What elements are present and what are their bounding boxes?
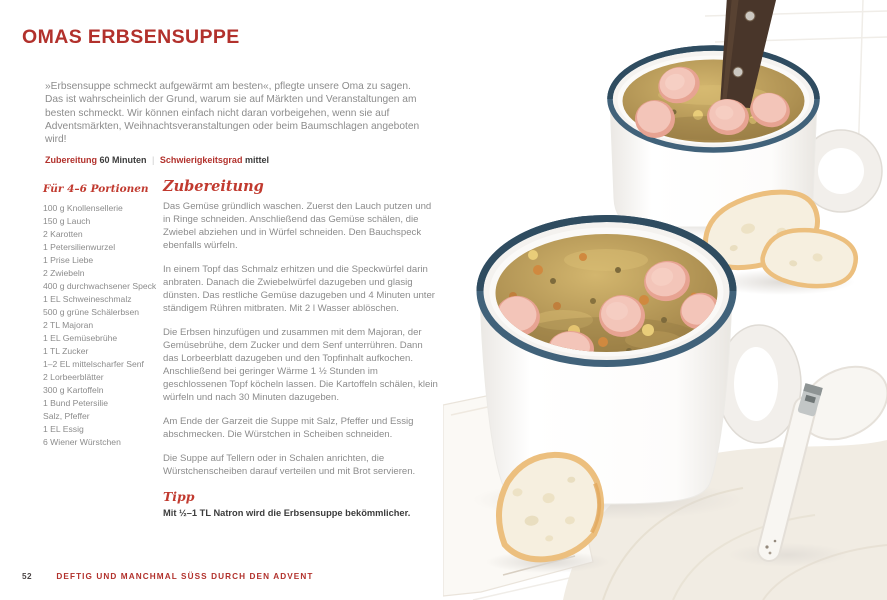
prep-value: 60 Minuten — [99, 155, 147, 165]
ingredient-item: 1 Bund Petersilie — [43, 398, 108, 408]
method-step: Das Gemüse gründlich waschen. Zuerst den Lauch putzen und in Ringe schneiden. Anschließend das Gemüse schälen, die Zwiebel abziehen und in Würfel schneiden. Den Bauchspeck ebenfalls würfeln. — [163, 201, 432, 251]
back-mug — [610, 0, 882, 227]
ingredient-item: 2 Karotten — [43, 229, 83, 239]
ingredient-item: 400 g durchwachsener Speck — [43, 281, 157, 291]
ingredient-item: 1 Prise Liebe — [43, 255, 94, 265]
method-step: Am Ende der Garzeit die Suppe mit Salz, Pfeffer und Essig abschmecken. Die Würstchen in Scheiben schneiden. — [163, 416, 414, 440]
ingredient-item: 1 TL Zucker — [43, 346, 89, 356]
ingredient-item: 1 EL Essig — [43, 424, 84, 434]
difficulty-value: mittel — [244, 155, 269, 165]
ingredients-list — [43, 183, 161, 449]
ingredient-item: 1 EL Schweineschmalz — [43, 294, 132, 304]
ingredient-item: 2 Lorbeerblätter — [43, 372, 104, 382]
ingredient-item: 1 Petersilienwurzel — [43, 242, 116, 252]
ingredients-heading: Für 4–6 Portionen — [43, 183, 149, 195]
ingredient-item: 2 Zwiebeln — [43, 268, 85, 278]
ingredient-item: 6 Wiener Würstchen — [43, 437, 121, 447]
page-title: OMAS ERBSENSUPPE — [22, 26, 240, 49]
ingredient-item: 2 TL Majoran — [43, 320, 94, 330]
method-step: Die Suppe auf Tellern oder in Schalen anrichten, die Würstchenscheiben darauf verteilen und mit Brot servieren. — [163, 453, 416, 477]
page-footer — [22, 572, 313, 581]
ingredient-item: 300 g Kartoffeln — [43, 385, 104, 395]
recipe-meta — [45, 155, 269, 165]
meta-separator: | — [152, 155, 155, 165]
ingredient-item: Salz, Pfeffer — [43, 411, 90, 421]
ingredient-item: 100 g Knollensellerie — [43, 203, 123, 213]
difficulty-label: Schwierigkeitsgrad — [159, 155, 243, 165]
method-heading: Zubereitung — [163, 178, 264, 195]
chapter-running-title: DEFTIG UND MANCHMAL SÜSS DURCH DEN ADVENT — [56, 572, 314, 581]
recipe-intro: »Erbsensuppe schmeckt aufgewärmt am besten«, pflegte unsere Oma zu sagen. Das ist wahrscheinlich der Grund, warum sie auf Märkten und Veranstaltungen am besten schmeckt. Wir können einfach nicht daran vorbeigehen, wenn sie auf Adventsmärkten, Weihnachtsveranstaltungen oder beim Baumschlagen angeboten wird! — [45, 81, 420, 146]
ingredient-item: 1 EL Gemüsebrühe — [43, 333, 118, 343]
recipe-photo — [443, 0, 887, 600]
method-step: In einem Topf das Schmalz erhitzen und die Speckwürfel darin anbraten. Danach die Zwiebelwürfel dazugeben und glasig dünsten. Das restliche Gemüse dazugeben und 4 Minuten unter ständigem Rühren mitbraten. Mit 2 l Wasser ablöschen. — [163, 264, 435, 314]
page-number: 52 — [22, 572, 33, 581]
tip-text: Mit ½–1 TL Natron wird die Erbsensuppe bekömmlicher. — [163, 508, 411, 518]
tip-heading: Tipp — [163, 489, 195, 504]
ingredient-item: 1–2 EL mittelscharfer Senf — [43, 359, 144, 369]
method-column — [163, 178, 440, 519]
method-step: Die Erbsen hinzufügen und zusammen mit dem Majoran, der Gemüsebrühe, dem Zucker und dem Senf unterrühren. Dann das Lorbeerblatt dazugeben und den Topfinhalt aufkochen. Anschließend bei geringer Wärme 1 ½ Stunden im geschlossenen Topf köcheln lassen. Die Kartoffeln schälen, klein würfeln und nach 30 Minuten dazugeben. — [163, 327, 438, 403]
prep-label: Zubereitung — [45, 155, 97, 165]
ingredient-item: 500 g grüne Schälerbsen — [43, 307, 140, 317]
ingredient-item: 150 g Lauch — [43, 216, 91, 226]
